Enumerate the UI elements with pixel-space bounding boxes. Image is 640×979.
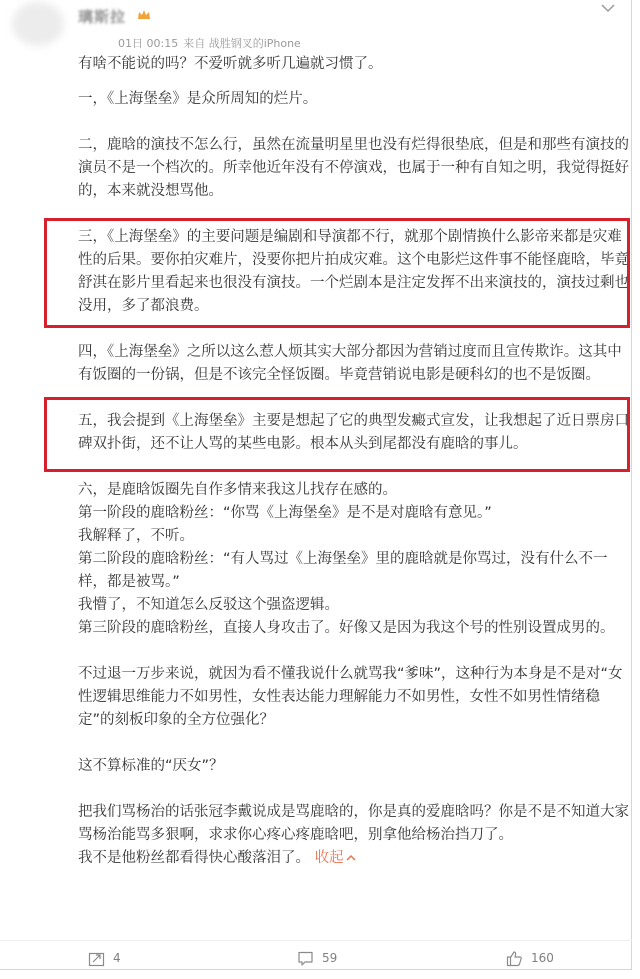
chevron-up-icon <box>346 854 356 862</box>
paragraph-14: 把我们骂杨治的话张冠李戴说成是骂鹿晗的，你是真的爱鹿晗吗？你是不是不知道大家骂杨治能骂多狠啊，求求你心疼心疼鹿晗吧，别拿他给杨治挡刀了。 <box>78 804 629 843</box>
paragraph-1: 一，《上海堡垒》是众所周知的烂片。 <box>78 91 318 107</box>
paragraph-13: 这不算标准的“厌女”？ <box>78 758 224 774</box>
paragraph-12: 不过退一万步来说，就因为看不懂我说什么就骂我“爹味”，这种行为本身是不是对“女性逻辑思维能力不如男性，女性表达能力理解能力不如男性，女性不如男性情绪稳定”的刻板印象的全方位强化？ <box>78 666 623 728</box>
paragraph-2: 二，鹿晗的演技不怎么行，虽然在流量明星里也没有烂得很垫底，但是和那些有演技的演员不是一个档次的。所幸他近年没有不停演戏，也属于一种有自知之明，我觉得挺好的，本来就没想骂他。 <box>78 137 629 199</box>
repost-count: 4 <box>113 951 121 965</box>
paragraph-intro: 有啥不能说的吗？不爱听就多听几遍就习惯了。 <box>78 56 383 72</box>
paragraph-8: 我解释了，不听。 <box>78 528 194 544</box>
post-source: 来自 战胜钢叉的iPhone <box>183 37 301 50</box>
collapse-label: 收起 <box>314 850 344 866</box>
avatar[interactable] <box>12 2 64 46</box>
comment-icon <box>297 950 314 967</box>
paragraph-10: 我懵了，不知道怎么反驳这个强盗逻辑。 <box>78 597 339 613</box>
paragraph-6: 六，是鹿晗饭圈先自作多情来我这儿找存在感的。 <box>78 482 397 498</box>
post-body <box>78 53 630 870</box>
paragraph-9: 第二阶段的鹿晗粉丝：“有人骂过《上海堡垒》里的鹿晗就是你骂过，没有什么不一样，都是被骂。” <box>78 551 608 590</box>
highlighted-paragraph-5 <box>78 410 630 456</box>
action-bar <box>0 940 632 970</box>
highlighted-paragraph-3 <box>78 226 630 318</box>
repost-button[interactable] <box>88 949 121 967</box>
post-header <box>0 0 632 56</box>
paragraph-11: 第三阶段的鹿晗粉丝，直接人身攻击了。好像又是因为我这个号的性别设置成男的。 <box>78 620 615 636</box>
comment-count: 59 <box>322 951 338 965</box>
thumbs-up-icon <box>506 950 523 967</box>
paragraph-3: 三，《上海堡垒》的主要问题是编剧和导演都不行，就那个剧情换什么影帝来都是灾难性的后果。要你拍灾难片，没要你把片拍成灾难。这个电影烂这件事不能怪鹿晗，毕竟舒淇在影片里看起来也很没有演技。一个烂剧本是注定发挥不出来演技的，演技过剩也没用，多了都浪费。 <box>78 229 629 314</box>
chevron-down-icon[interactable] <box>600 2 616 14</box>
collapse-link[interactable] <box>315 850 356 866</box>
like-count: 160 <box>531 951 554 965</box>
paragraph-15-text: 我不是他粉丝都看得快心酸落泪了。 <box>78 850 310 866</box>
comment-button[interactable] <box>297 949 337 967</box>
like-button[interactable] <box>506 949 554 967</box>
paragraph-7: 第一阶段的鹿晗粉丝：“你骂《上海堡垒》是不是对鹿晗有意见。” <box>78 505 492 521</box>
crown-icon <box>137 9 151 20</box>
paragraph-15 <box>78 847 630 870</box>
username[interactable]: 璃斯拉 <box>78 8 127 26</box>
repost-icon <box>88 950 105 967</box>
paragraph-5: 五，我会提到《上海堡垒》主要是想起了它的典型发癜式宣发，让我想起了近日票房口碑双扑街，还不让人骂的某些电影。根本从头到尾都没有鹿晗的事儿。 <box>78 413 629 452</box>
post-date[interactable]: 01日 00:15 <box>118 37 179 50</box>
post-meta <box>118 35 301 51</box>
paragraph-4: 四，《上海堡垒》之所以这么惹人烦其实大部分都因为营销过度而且宣传欺诈。这其中有饭圈的一份锅，但是不该完全怪饭圈。毕竟营销说电影是硬科幻的也不是饭圈。 <box>78 344 622 383</box>
